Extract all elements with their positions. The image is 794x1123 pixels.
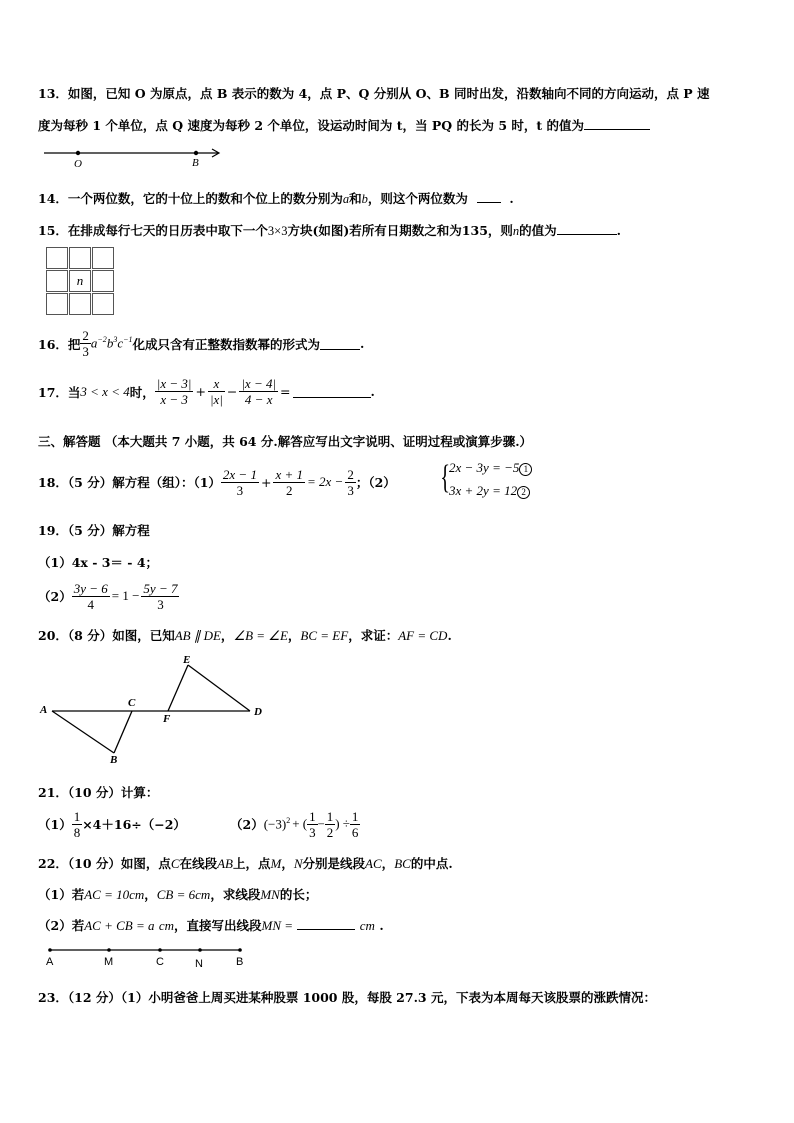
- number-line-figure: [38, 144, 228, 174]
- q15-post: 的值为: [519, 223, 557, 238]
- q21-p2-minus: −: [317, 816, 325, 831]
- q22-mid2: 上，点: [232, 856, 271, 871]
- q17-pre: 17．当: [38, 384, 81, 400]
- q22-p2-mid: ，直接写出线段: [174, 918, 262, 933]
- q21-p2-fraction-3: [350, 809, 361, 840]
- q20-pre: 20．（8 分）如图，已知: [38, 628, 175, 643]
- q21-p2-c: ) ÷: [335, 816, 350, 831]
- q17-answer-blank: [293, 385, 371, 398]
- grid-center-label: n: [76, 273, 84, 288]
- q19-f1-den: 4: [87, 596, 94, 612]
- q22-comma: ，: [281, 856, 294, 871]
- q22-part1: [38, 885, 317, 903]
- q14-tail: ，则这个两位数为: [367, 191, 468, 206]
- point-label-e: E: [183, 654, 191, 666]
- q21-part2: [230, 806, 360, 842]
- q17-f1-num: |x − 3|: [156, 376, 192, 391]
- q17-fraction-2: [208, 376, 225, 407]
- q22-p1-comma: ，: [144, 887, 157, 902]
- q22-p1-c1: AC = 10cm: [84, 887, 145, 902]
- q22-p1-c2: CB = 6cm: [156, 887, 211, 902]
- q14-and: 和: [349, 191, 362, 206]
- q21-part1: [38, 806, 186, 842]
- circled-two-icon: 2: [517, 486, 530, 499]
- point-label-b: B: [110, 754, 118, 766]
- segment-label-n: N: [195, 958, 203, 970]
- q20-s1: ，: [220, 628, 234, 643]
- q16-c: c: [117, 335, 124, 351]
- q15-var-n: n: [512, 224, 520, 238]
- q21-p2-f1-den: 3: [309, 824, 316, 840]
- q21-title: 21．（10 分）计算：: [38, 785, 159, 800]
- q21-p2-f2-num: 1: [326, 808, 334, 824]
- grid-cell: [46, 293, 68, 315]
- q17-f3-den: 4 − x: [244, 392, 273, 407]
- q22-mid3: 分别是线段: [302, 856, 366, 871]
- segment-figure: [44, 944, 249, 958]
- q20-s2: ，: [287, 628, 301, 643]
- segment-point-b: [238, 948, 242, 952]
- q17-f3-num: |x − 4|: [241, 376, 277, 391]
- q18-f1-den: 3: [236, 482, 244, 498]
- q20: [38, 626, 452, 644]
- q17-condition: 3 < x < 4: [80, 383, 130, 399]
- q16-a: a: [90, 335, 98, 351]
- q17-f2-num: x: [208, 376, 225, 392]
- q21-p1-post: ×4＋16÷（−2）: [82, 817, 186, 832]
- segment-label-m: M: [104, 956, 114, 968]
- q18-f2-den: 2: [285, 482, 293, 498]
- q17-minus: −: [226, 384, 238, 399]
- q18-eq2: 3x + 2y = 12: [449, 483, 518, 498]
- grid-cell: [69, 247, 91, 269]
- q17-end: .: [370, 384, 375, 399]
- q22-p2-unit2: cm: [359, 918, 375, 933]
- q20-goal: AF = CD: [398, 628, 448, 643]
- q15-answer-blank: [557, 222, 617, 235]
- q23: 23．（12 分）（1）小明爸爸上周买进某种股票 1000 股，每股 27.3 元，下表为本周每天该股票的涨跌情况：: [38, 990, 656, 1005]
- segment-point-a: [48, 948, 52, 952]
- q17-fraction-3: [239, 376, 278, 407]
- q16-frac-den: 3: [82, 344, 89, 359]
- q17-f1-den: x − 3: [160, 392, 188, 407]
- q22-p2-unit: cm: [158, 918, 175, 933]
- q21-p2-f2-den: 2: [326, 824, 334, 840]
- q16-b-exp: 3: [113, 335, 118, 345]
- q21-p1-pre: （1）: [38, 817, 72, 832]
- q21-p2-exp: 2: [286, 815, 291, 825]
- q21-p2-f3-num: 1: [351, 808, 359, 824]
- q19-part1: （1）4x - 3＝ - 4；: [38, 555, 159, 570]
- q17-plus: +: [195, 384, 206, 399]
- q21-p2-f3-den: 6: [351, 824, 359, 840]
- triangles-figure: [36, 652, 276, 772]
- q16: [38, 328, 364, 359]
- q15: [38, 221, 621, 239]
- q19-f2-num: 5y − 7: [143, 580, 178, 596]
- q21-p1-fraction: [72, 809, 83, 840]
- q21-p2-pre: （2）: [230, 817, 264, 832]
- q22-p1-end: 的长；: [279, 887, 318, 902]
- point-o-dot: [76, 151, 80, 155]
- q22-p2-c: AC + CB = a: [84, 918, 155, 933]
- line-fe: [168, 665, 188, 711]
- q18: [38, 463, 396, 501]
- point-label-c: C: [128, 697, 136, 709]
- q19-f2-den: 3: [157, 596, 164, 612]
- q22-ab: AB: [217, 856, 233, 871]
- point-label-f: F: [163, 713, 171, 725]
- line-bc: [114, 711, 132, 753]
- q22-comma-2: ，: [381, 856, 395, 871]
- q14: [38, 189, 514, 207]
- q20-s3: ，求证：: [348, 628, 399, 643]
- point-label-a: A: [40, 704, 48, 716]
- grid-cell: [46, 247, 68, 269]
- q21-p2-a: [264, 816, 291, 832]
- q15-mid: 方块(如图)若所有日期数之和为135，则: [287, 223, 513, 238]
- segment-point-m: [107, 948, 111, 952]
- q16-expression: [91, 335, 133, 351]
- q18-f1-num: 2x − 1: [222, 466, 257, 482]
- q13-answer-blank: [584, 117, 650, 130]
- q16-a-exp: −2: [97, 335, 107, 345]
- line-ed: [188, 665, 250, 711]
- q22-bc: BC: [394, 856, 411, 871]
- line-ab: [52, 711, 114, 753]
- q17-fraction-1: [155, 376, 194, 407]
- q22-part2: [38, 916, 384, 934]
- q17-cond-suffix: 时，: [129, 384, 155, 400]
- q19-title: 19．（5 分）解方程: [38, 523, 150, 538]
- q20-end: .: [447, 628, 452, 643]
- point-label-d: D: [254, 706, 262, 718]
- segment-point-n: [198, 948, 202, 952]
- q18-fraction-2: [273, 467, 305, 498]
- section-3-heading: 三、解答题 （本大题共 7 小题，共 64 分.解答应写出文字说明、证明过程或演算步骤.）: [38, 434, 533, 449]
- q17: [38, 376, 375, 407]
- q18-sep: ；（2）: [355, 475, 396, 490]
- q21-p1-num: 1: [73, 808, 81, 824]
- circled-one-icon: 1: [519, 463, 532, 476]
- q22-p2-eq: MN =: [261, 918, 294, 933]
- q18-f3-num: 2: [347, 466, 354, 482]
- q22-c: C: [170, 856, 180, 871]
- q19-part2: [38, 578, 179, 614]
- point-b-dot: [194, 151, 198, 155]
- q14-text: 14．一个两位数，它的十位上的数和个位上的数分别为: [38, 191, 343, 206]
- grid-cell-center: [69, 270, 91, 292]
- grid-cell: [46, 270, 68, 292]
- q22-p1-pre: （1）若: [38, 887, 85, 902]
- segment-label-c: C: [156, 956, 164, 968]
- q22-mid1: 在线段: [179, 856, 218, 871]
- q19-fraction-1: [72, 581, 110, 612]
- q16-post: 化成只含有正整数指数幂的形式为: [132, 336, 321, 352]
- q18-fraction-1: [221, 467, 259, 498]
- q18-f3-den: 3: [347, 482, 354, 498]
- q22-p2-end: .: [379, 918, 384, 933]
- segment-label-b: B: [236, 956, 244, 968]
- q13-line1: 13．如图，已知 O 为原点，点 B 表示的数为 4，点 P、Q 分别从 O、B 同时出发，沿数轴向不同的方向运动，点 P 速: [38, 86, 710, 101]
- q14-answer-blank: [477, 190, 501, 203]
- q18-mid: = 2x −: [306, 474, 344, 489]
- q13-line2-text: 度为每秒 1 个单位，点 Q 速度为每秒 2 个单位，设运动时间为 t，当 PQ 的长为 5 时，t 的值为: [38, 118, 585, 133]
- q22-m: M: [270, 856, 282, 871]
- q21-p2-f1-num: 1: [309, 808, 316, 824]
- q18-equation-2: [449, 483, 530, 499]
- q20-c1: AB ∥ DE: [174, 628, 221, 643]
- q22: [38, 854, 453, 872]
- q17-equals: =: [280, 384, 291, 399]
- grid-cell: [92, 247, 114, 269]
- segment-point-c: [158, 948, 162, 952]
- q16-b: b: [106, 335, 114, 351]
- q19-p2-pre: （2）: [38, 589, 72, 604]
- q15-size: 3×3: [267, 224, 288, 238]
- q18-system-brace: {: [440, 459, 451, 496]
- q15-end: .: [616, 223, 622, 238]
- q18-plus: +: [260, 474, 272, 490]
- q22-n: N: [293, 856, 303, 871]
- q21-p1-den: 8: [73, 824, 81, 840]
- q18-f2-num: x + 1: [275, 466, 303, 482]
- q19-f1-num: 3y − 6: [73, 580, 108, 596]
- q16-c-exp: −1: [123, 335, 133, 345]
- q19-fraction-2: [141, 581, 179, 612]
- q22-tail: 的中点.: [410, 856, 453, 871]
- q14-var-a: a: [342, 192, 350, 206]
- q14-var-b: b: [361, 192, 368, 206]
- grid-cell: [92, 270, 114, 292]
- q20-c3: BC = EF: [300, 628, 349, 643]
- q13-line2: [38, 116, 650, 134]
- q22-ac: AC: [365, 856, 382, 871]
- grid-cell: [69, 293, 91, 315]
- number-line-label-o: O: [74, 158, 82, 170]
- q18-equation-1: [449, 460, 532, 476]
- q17-f2-den: |x|: [209, 392, 223, 407]
- q16-end: .: [360, 336, 365, 351]
- q16-frac-num: 2: [82, 328, 89, 343]
- q22-p2-pre: （2）若: [38, 918, 85, 933]
- q21-p2-fraction-2: [325, 809, 336, 840]
- q16-answer-blank: [320, 337, 360, 350]
- segment-label-a: A: [46, 956, 54, 968]
- q16-pre: 16．把: [38, 336, 81, 352]
- q21-p2-fraction-1: [307, 809, 318, 840]
- q22-p1-post: ，求线段: [210, 887, 261, 902]
- q16-fraction: [80, 328, 91, 359]
- calendar-grid: [46, 247, 114, 315]
- q19-mid: = 1 −: [111, 588, 140, 603]
- q22-answer-blank: [297, 917, 355, 930]
- number-line-label-b: B: [192, 157, 199, 169]
- q18-fraction-3: [345, 467, 356, 498]
- q18-eq1: 2x − 3y = −5: [449, 460, 520, 475]
- q21-p2-base: (−3): [263, 816, 287, 832]
- q20-c2: ∠B = ∠E: [233, 628, 288, 643]
- grid-cell: [92, 293, 114, 315]
- q21-p2-b: + (: [292, 816, 308, 831]
- q15-pre: 15．在排成每行七天的日历表中取下一个: [38, 223, 268, 238]
- q14-end: .: [509, 191, 514, 206]
- q18-pre: 18．（5 分）解方程（组）：（1）: [38, 475, 221, 490]
- q22-p1-mn: MN: [260, 887, 280, 902]
- q22-pre: 22．（10 分）如图，点: [38, 856, 171, 871]
